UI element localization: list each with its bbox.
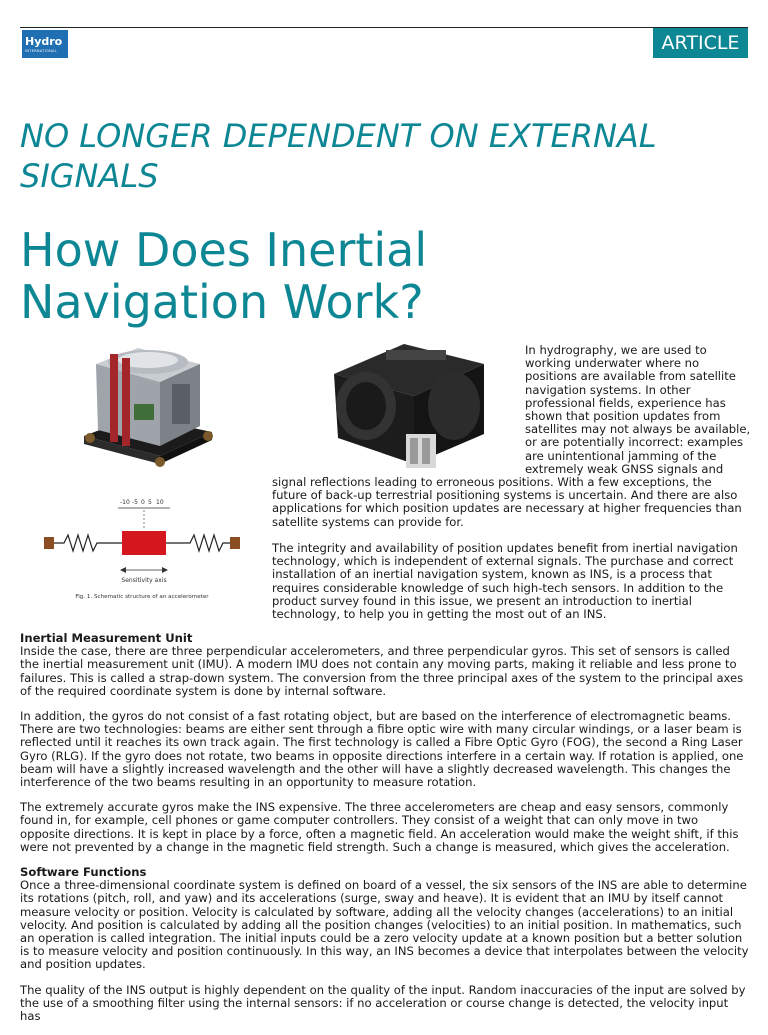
scale-tick-label: 10 bbox=[156, 499, 164, 506]
imu-photo bbox=[76, 334, 220, 474]
intro-paragraph-1: In hydrography, we are used to working underwater where no positions are available from satellite navigation systems. In other professional fields, experience has shown that position updates from satellites may not always be available, or are potentially incorrect: examples are unintentional jamming of the extremely weak GNSS signals and bbox=[525, 343, 751, 476]
sensitivity-axis-label: Sensitivity axis bbox=[121, 577, 167, 584]
intro-paragraph-3: The integrity and availability of position updates benefit from inertial navigation technology, which is independent of external signals. The purchase and correct installation of an inertial navigation system, known as INS, is a process that requires considerable knowledge of such high-tech sensors. In addition to the product survey found in this issue, we present an introduction to inertial technology, to help you in getting the most out of an INS. bbox=[272, 541, 738, 622]
article-tag: ARTICLE bbox=[653, 28, 748, 58]
scale-tick-label: 5 bbox=[148, 499, 152, 506]
scale-tick-label: 0 bbox=[141, 499, 145, 506]
body-paragraph-2: In addition, the gyros do not consist of a fast rotating object, but are based on the interference of electromagnetic beams. There are two technologies: beams are either sent through a fibre optic wire with many circular windings, or a laser beam is reflected until it reaches its own track again. The first technology is called a Fibre Optic Gyro (FOG), the second a Ring Laser Gyro (RLG). If the gyro does not rotate, two beams in opposite directions interfere in a certain way. If rotation is applied, one beam will have a slightly increased wavelength and the other will have a slightly decreased wavelength. This changes the interference of the two beams resulting in an opportunity to measure rotation. bbox=[20, 709, 744, 790]
logo-subtext: INTERNATIONAL bbox=[25, 49, 57, 53]
body-paragraph-5: The quality of the INS output is highly dependent on the quality of the input. Random inaccuracies of the input are solved by the use of a smoothing filter using the internal sensors: if no acceleration or course change is detected, the velocity input has bbox=[20, 982, 746, 1024]
logo-text: Hydro bbox=[25, 35, 63, 48]
article-title: How Does Inertial Navigation Work? bbox=[20, 223, 428, 329]
figure-caption: Fig. 1. Schematic structure of an accelerometer bbox=[75, 594, 209, 600]
section-heading-imu: Inertial Measurement Unit bbox=[20, 631, 193, 645]
kicker-heading: NO LONGER DEPENDENT ON EXTERNAL SIGNALS bbox=[20, 117, 657, 195]
publication-logo[interactable] bbox=[22, 30, 68, 58]
body-paragraph-1: Inside the case, there are three perpendicular accelerometers, and three perpendicular gyros. This set of sensors is called the inertial measurement unit (IMU). A modern IMU does not contain any moving parts, making it reliable and less prone to failures. This is called a strap-down system. The conversion from the three principal axes of the system to the principal axes of the required coordinate system is done by internal software. bbox=[20, 644, 744, 698]
scale-tick-label: -5 bbox=[132, 499, 138, 506]
body-paragraph-4: Once a three-dimensional coordinate system is defined on board of a vessel, the six sensors of the INS are able to determine its rotations (pitch, roll, and yaw) and its accelerations (surge, sway and heave). It is evident that an IMU by itself cannot measure velocity or position. Velocity is calculated by software, adding all the velocity changes (accelerations) to an initial velocity. And position is calculated by adding all the position changes (velocities) to an initial position. In mathematics, such an operation is called integration. The initial inputs could be a zero velocity update at a known position but a better solution is to measure velocity and position continuously. In this way, an INS becomes a device that interpolates between the velocity and position updates. bbox=[20, 878, 749, 972]
section-heading-software: Software Functions bbox=[20, 865, 147, 880]
intro-paragraph-2: signal reflections leading to erroneous positions. With a few exceptions, the future of back-up terrestrial positioning systems is uncertain. And there are also applications for which position updates are necessary at higher frequencies than satellite systems can provide for. bbox=[272, 475, 742, 529]
scale-tick-label: -10 bbox=[120, 499, 130, 506]
header-rule bbox=[20, 27, 748, 28]
article-body bbox=[20, 632, 750, 1035]
ins-photo bbox=[314, 334, 514, 474]
body-paragraph-3: The extremely accurate gyros make the INS expensive. The three accelerometers are cheap and easy sensors, commonly found in, for example, cell phones or game computer controllers. They consist of a weight that can only move in two opposite directions. It is kept in place by a force, often a magnetic field. An acceleration would make the weight shift, if this were not prevented by a change in the magnetic field strength. Such a change is measured, which gives the acceleration. bbox=[20, 800, 739, 854]
accelerometer-figure bbox=[40, 490, 244, 604]
